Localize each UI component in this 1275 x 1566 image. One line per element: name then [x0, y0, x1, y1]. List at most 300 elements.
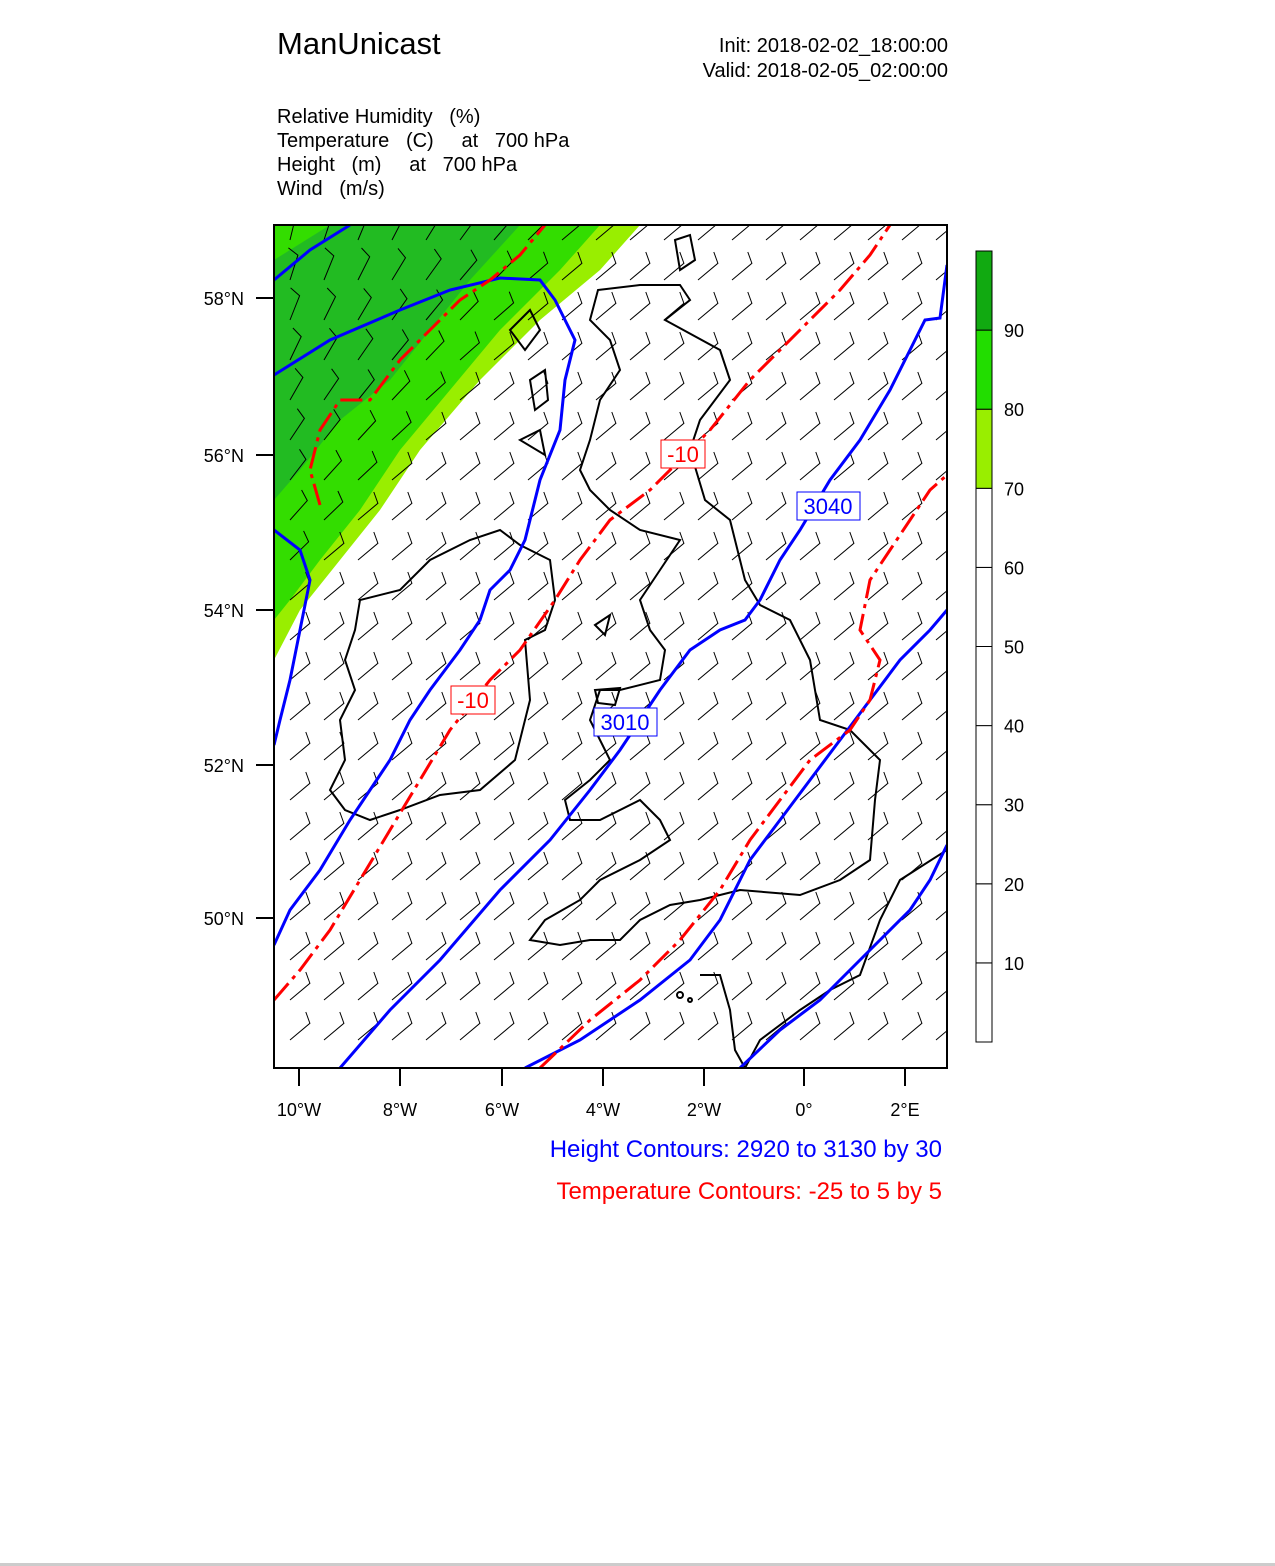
wind-barb: [426, 1012, 446, 1040]
wind-barb: [528, 532, 548, 560]
wind-barb: [460, 452, 480, 480]
wind-barb: [902, 292, 922, 320]
wind-barb: [460, 932, 480, 960]
wind-barb: [562, 412, 582, 440]
wind-barb: [426, 732, 446, 760]
wind-barb: [596, 852, 616, 880]
wind-barb: [460, 812, 480, 840]
wind-barb: [868, 732, 888, 760]
temperature-contour-legend: Temperature Contours: -25 to 5 by 5: [556, 1178, 942, 1205]
wind-barb: [494, 372, 514, 400]
wind-barb: [426, 892, 446, 920]
wind-barb: [630, 772, 650, 800]
wind-barb: [630, 292, 650, 320]
wind-barb: [494, 692, 514, 720]
wind-barb: [494, 732, 514, 760]
wind-barb: [834, 852, 854, 880]
wind-barb: [290, 812, 310, 840]
wind-barb: [324, 692, 344, 720]
wind-barb: [800, 532, 820, 560]
wind-barb: [358, 892, 378, 920]
wind-barb: [358, 932, 378, 960]
wind-barb: [630, 1012, 650, 1040]
wind-barb: [596, 972, 616, 1000]
wind-barb: [596, 612, 616, 640]
wind-barb: [460, 1012, 480, 1040]
wind-barb: [290, 1012, 310, 1040]
wind-barb: [800, 612, 820, 640]
wind-barb: [528, 852, 548, 880]
wind-barb: [426, 852, 446, 880]
wind-barb: [800, 252, 820, 280]
wind-barb: [392, 692, 412, 720]
colorbar-band: [976, 409, 992, 488]
wind-barb: [630, 532, 650, 560]
wind-barb: [460, 532, 480, 560]
wind-barb: [834, 652, 854, 680]
wind-barb: [494, 452, 514, 480]
lon-label: 2°E: [890, 1100, 920, 1120]
colorbar-label: 10: [1004, 953, 1025, 974]
wind-barb: [834, 372, 854, 400]
height-contour-legend: Height Contours: 2920 to 3130 by 30: [549, 1136, 942, 1163]
wind-barb: [698, 812, 718, 840]
colorbar-label: 80: [1004, 400, 1025, 421]
wind-barb: [528, 572, 548, 600]
wind-barb: [868, 252, 888, 280]
wind-barb: [800, 1012, 820, 1040]
wind-barb: [936, 532, 956, 560]
colorbar-band: [976, 567, 992, 646]
wind-barb: [562, 812, 582, 840]
wind-barb: [902, 932, 922, 960]
lat-label: 58°N: [203, 289, 244, 309]
wind-barb: [698, 1012, 718, 1040]
colorbar-label: 30: [1004, 795, 1025, 816]
wind-barb: [664, 252, 684, 280]
wind-barb: [732, 972, 752, 1000]
wind-barb: [392, 492, 412, 520]
wind-barb: [494, 412, 514, 440]
wind-barb: [494, 612, 514, 640]
wind-barb: [460, 572, 480, 600]
wind-barb: [732, 252, 752, 280]
wind-barb: [358, 532, 378, 560]
wind-barb: [562, 852, 582, 880]
wind-barb: [834, 532, 854, 560]
wind-barb: [392, 932, 412, 960]
wind-barb: [494, 492, 514, 520]
wind-barb: [936, 692, 956, 720]
init-time: Init: 2018-02-02_18:00:00: [718, 35, 948, 57]
lon-label: 4°W: [585, 1100, 621, 1120]
wind-barb: [800, 972, 820, 1000]
wind-barb: [392, 1012, 412, 1040]
colorbar-band: [976, 488, 992, 567]
colorbar-band: [976, 647, 992, 726]
wind-barb: [562, 692, 582, 720]
colorbar-band: [976, 805, 992, 884]
wind-barb: [698, 332, 718, 360]
wind-barb: [528, 972, 548, 1000]
wind-barb: [494, 852, 514, 880]
wind-barb: [766, 972, 786, 1000]
wind-barb: [460, 772, 480, 800]
lat-label: 56°N: [203, 446, 244, 466]
wind-barb: [664, 612, 684, 640]
wind-barb: [698, 692, 718, 720]
wind-barb: [562, 732, 582, 760]
wind-barb: [290, 732, 310, 760]
wind-barb: [732, 692, 752, 720]
wind-barb: [630, 332, 650, 360]
wind-barb: [664, 652, 684, 680]
wind-barb: [392, 812, 412, 840]
wind-barb: [664, 492, 684, 520]
chart-title: ManUnicast: [277, 26, 441, 61]
wind-barb: [630, 452, 650, 480]
wind-barb: [392, 572, 412, 600]
wind-barb: [528, 652, 548, 680]
wind-barb: [392, 612, 412, 640]
wind-barb: [902, 1012, 922, 1040]
wind-barb: [698, 852, 718, 880]
lat-label: 54°N: [203, 601, 244, 621]
wind-barb: [426, 612, 446, 640]
wind-barb: [528, 932, 548, 960]
lon-label: 6°W: [484, 1100, 520, 1120]
wind-barb: [800, 372, 820, 400]
wind-barb: [800, 772, 820, 800]
colorbar-band: [976, 884, 992, 963]
wind-barb: [902, 612, 922, 640]
colorbar-label: 60: [1004, 558, 1025, 579]
wind-barb: [698, 612, 718, 640]
wind-barb: [630, 252, 650, 280]
wind-barb: [324, 652, 344, 680]
wind-barb: [766, 372, 786, 400]
wind-barb: [460, 412, 480, 440]
wind-barb: [868, 452, 888, 480]
lat-ticks: [256, 298, 274, 918]
wind-barb: [732, 492, 752, 520]
wind-barb: [460, 652, 480, 680]
wind-barb: [936, 452, 956, 480]
wind-barb: [698, 532, 718, 560]
wind-barb: [290, 692, 310, 720]
lon-label: 8°W: [382, 1100, 418, 1120]
wind-barb: [596, 292, 616, 320]
wind-barb: [902, 572, 922, 600]
wind-barb: [596, 892, 616, 920]
wind-barb: [936, 572, 956, 600]
wind-barb: [766, 252, 786, 280]
colorbar-band: [976, 330, 992, 409]
wind-barb: [732, 412, 752, 440]
temp-contour-label: -10: [667, 442, 699, 467]
wind-barb: [868, 572, 888, 600]
wind-barb: [324, 972, 344, 1000]
wind-barb: [426, 572, 446, 600]
wind-barb: [732, 932, 752, 960]
wind-barb: [834, 412, 854, 440]
wind-barb: [834, 332, 854, 360]
wind-barb: [902, 372, 922, 400]
wind-barb: [562, 452, 582, 480]
wind-barb: [936, 492, 956, 520]
wind-barb: [834, 612, 854, 640]
valid-time: Valid: 2018-02-05_02:00:00: [702, 60, 948, 82]
wind-barb: [868, 292, 888, 320]
wind-barb: [426, 452, 446, 480]
wind-barb: [562, 772, 582, 800]
wind-barb: [630, 612, 650, 640]
wind-barb: [664, 572, 684, 600]
wind-barb: [528, 892, 548, 920]
wind-barb: [732, 772, 752, 800]
wind-barb: [290, 932, 310, 960]
wind-barb: [664, 772, 684, 800]
wind-barb: [358, 612, 378, 640]
wind-barb: [664, 332, 684, 360]
wind-barb: [494, 972, 514, 1000]
wind-barb: [664, 852, 684, 880]
wind-barb: [630, 932, 650, 960]
wind-barb: [868, 492, 888, 520]
wind-barb: [630, 412, 650, 440]
wind-barb: [868, 332, 888, 360]
field-temperature: Temperature (C) at 700 hPa: [277, 130, 570, 152]
wind-barb: [494, 1012, 514, 1040]
field-height: Height (m) at 700 hPa: [277, 154, 518, 176]
wind-barb: [766, 892, 786, 920]
wind-barb: [732, 292, 752, 320]
wind-barb: [596, 412, 616, 440]
colorbar-label: 40: [1004, 716, 1025, 737]
wind-barb: [834, 572, 854, 600]
wind-barb: [426, 972, 446, 1000]
wind-barb: [766, 452, 786, 480]
wind-barb: [596, 452, 616, 480]
wind-barb: [800, 292, 820, 320]
wind-barb: [698, 572, 718, 600]
wind-barb: [426, 532, 446, 560]
colorbar-band: [976, 251, 992, 330]
wind-barb: [766, 572, 786, 600]
wind-barb: [868, 892, 888, 920]
wind-barb: [800, 332, 820, 360]
wind-barb: [494, 652, 514, 680]
wind-barb: [528, 692, 548, 720]
wind-barb: [766, 732, 786, 760]
lon-label: 10°W: [276, 1100, 322, 1120]
wind-barb: [358, 972, 378, 1000]
wind-barb: [732, 332, 752, 360]
wind-barb: [562, 612, 582, 640]
wind-barb: [766, 332, 786, 360]
wind-barb: [800, 652, 820, 680]
field-rh: Relative Humidity (%): [277, 106, 481, 128]
wind-barb: [596, 372, 616, 400]
wind-barb: [460, 972, 480, 1000]
wind-barb: [698, 972, 718, 1000]
wind-barb: [766, 852, 786, 880]
wind-barb: [834, 812, 854, 840]
wind-barb: [800, 452, 820, 480]
wind-barb: [358, 652, 378, 680]
wind-barb: [936, 932, 956, 960]
wind-barb: [800, 572, 820, 600]
wind-barb: [426, 492, 446, 520]
wind-barb: [936, 612, 956, 640]
wind-barb: [562, 532, 582, 560]
wind-barb: [528, 772, 548, 800]
wind-barb: [732, 452, 752, 480]
wind-barb: [936, 892, 956, 920]
wind-barb: [664, 372, 684, 400]
wind-barb: [596, 572, 616, 600]
field-wind: Wind (m/s): [277, 178, 385, 200]
wind-barb: [494, 892, 514, 920]
wind-barb: [936, 812, 956, 840]
height-contour-label: 3040: [803, 494, 853, 519]
wind-barb: [936, 652, 956, 680]
lon-label: 0°: [795, 1100, 813, 1120]
wind-barb: [834, 772, 854, 800]
wind-barb: [528, 412, 548, 440]
wind-barb: [732, 732, 752, 760]
wind-barb: [392, 852, 412, 880]
wind-barb: [732, 812, 752, 840]
wind-barb: [834, 452, 854, 480]
wind-barb: [868, 972, 888, 1000]
wind-barb: [732, 892, 752, 920]
wind-barb: [766, 932, 786, 960]
wind-barb: [868, 812, 888, 840]
wind-barb: [426, 652, 446, 680]
wind-barb: [834, 892, 854, 920]
wind-barb: [494, 932, 514, 960]
wind-barb: [460, 852, 480, 880]
wind-barb: [800, 852, 820, 880]
wind-barb: [426, 812, 446, 840]
wind-barb: [324, 892, 344, 920]
wind-barb: [902, 812, 922, 840]
wind-barb: [324, 1012, 344, 1040]
wind-barb: [698, 252, 718, 280]
wind-barb: [664, 972, 684, 1000]
wind-barb: [732, 372, 752, 400]
wind-barb: [800, 892, 820, 920]
colorbar-label: 50: [1004, 637, 1025, 658]
wind-barb: [324, 732, 344, 760]
wind-barb: [868, 412, 888, 440]
wind-barb: [562, 652, 582, 680]
lon-label: 2°W: [686, 1100, 722, 1120]
wind-barb: [528, 812, 548, 840]
lon-ticks: [299, 1068, 905, 1086]
wind-barb: [800, 412, 820, 440]
wind-barb: [358, 772, 378, 800]
wind-barb: [902, 452, 922, 480]
wind-barb: [902, 532, 922, 560]
wind-barb: [528, 1012, 548, 1040]
wind-barb: [902, 692, 922, 720]
wind-barb: [630, 372, 650, 400]
wind-barb: [834, 292, 854, 320]
wind-barb: [664, 692, 684, 720]
temp-contour-label: -10: [457, 688, 489, 713]
lat-label: 52°N: [203, 756, 244, 776]
wind-barb: [358, 732, 378, 760]
wind-barb: [902, 412, 922, 440]
wind-barb: [528, 332, 548, 360]
wind-barb: [936, 972, 956, 1000]
wind-barb: [834, 692, 854, 720]
wind-barb: [664, 732, 684, 760]
wind-barb: [698, 772, 718, 800]
colorbar: [976, 251, 1024, 1042]
height-contour-label: 3010: [600, 710, 650, 735]
wind-barb: [698, 292, 718, 320]
wind-barb: [596, 932, 616, 960]
wind-barb: [562, 492, 582, 520]
wind-barb: [732, 652, 752, 680]
wind-barb: [630, 812, 650, 840]
wind-barb: [766, 692, 786, 720]
wind-barb: [936, 772, 956, 800]
wind-barb: [698, 732, 718, 760]
wind-barb: [834, 932, 854, 960]
wind-barb: [800, 812, 820, 840]
colorbar-label: 90: [1004, 321, 1025, 342]
wind-barb: [868, 612, 888, 640]
wind-barb: [732, 1012, 752, 1040]
wind-barb: [664, 412, 684, 440]
wind-barb: [392, 972, 412, 1000]
wind-barb: [766, 412, 786, 440]
wind-barb: [936, 732, 956, 760]
wind-barb: [426, 692, 446, 720]
wind-barb: [562, 972, 582, 1000]
colorbar-band: [976, 963, 992, 1042]
wind-barb: [494, 532, 514, 560]
wind-barb: [902, 972, 922, 1000]
wind-barb: [766, 492, 786, 520]
wind-barb: [596, 532, 616, 560]
wind-barb: [630, 652, 650, 680]
wind-barb: [936, 412, 956, 440]
wind-barb: [460, 732, 480, 760]
wind-barb: [936, 372, 956, 400]
colorbar-band: [976, 726, 992, 805]
lat-label: 50°N: [203, 909, 244, 929]
wind-barb: [902, 772, 922, 800]
wind-barb: [630, 572, 650, 600]
wind-barb: [698, 492, 718, 520]
wind-barb: [868, 1012, 888, 1040]
wind-barb: [596, 652, 616, 680]
wind-barb: [766, 652, 786, 680]
wind-barb: [902, 732, 922, 760]
wind-barb: [834, 1012, 854, 1040]
wind-barb: [562, 932, 582, 960]
wind-barb: [766, 292, 786, 320]
wind-barb: [290, 852, 310, 880]
colorbar-label: 20: [1004, 874, 1025, 895]
wind-barb: [392, 652, 412, 680]
wind-barb: [698, 652, 718, 680]
